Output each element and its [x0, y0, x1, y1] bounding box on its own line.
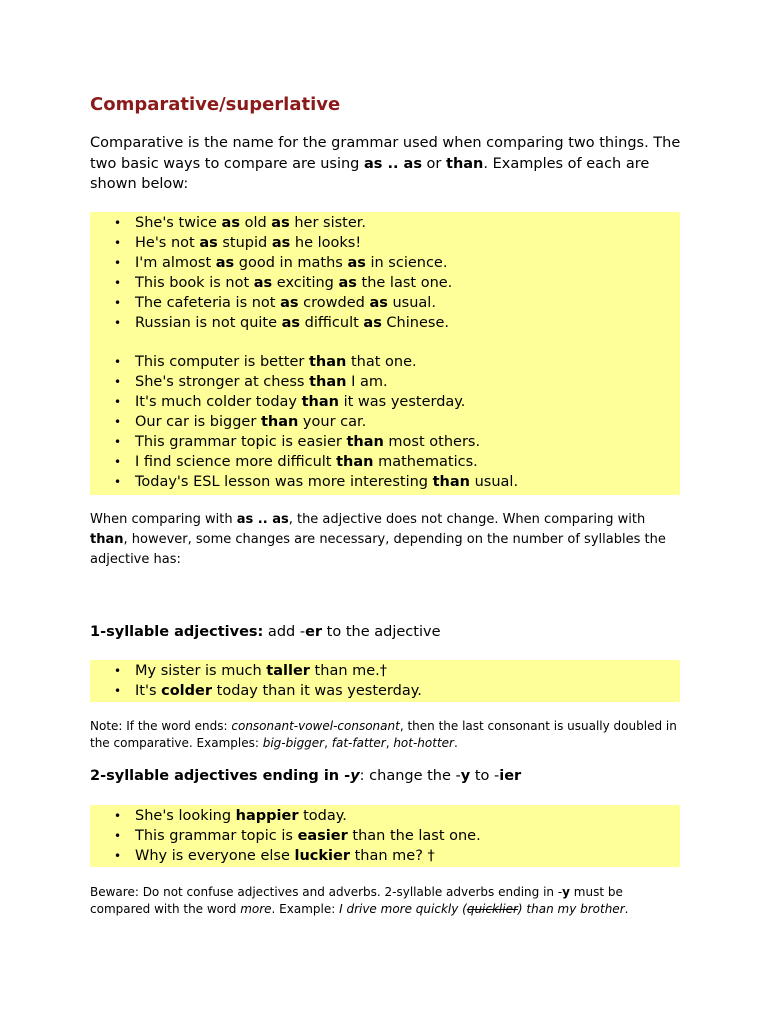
- list-item: • I find science more difficult than mathematics.: [90, 452, 680, 472]
- page-title: Comparative/superlative: [90, 94, 341, 115]
- bullet-icon: •: [114, 849, 122, 864]
- bullet-icon: •: [114, 829, 122, 844]
- list-item: • Today's ESL lesson was more interesting than usual.: [90, 472, 680, 492]
- two-syllable-examples-list: [90, 806, 680, 866]
- bullet-icon: •: [114, 809, 122, 823]
- examples-box-two-syllable: [90, 805, 680, 867]
- list-item: • It's much colder today than it was yesterday.: [90, 392, 680, 412]
- list-item: • She's looking happier today.: [90, 806, 680, 826]
- than-examples-list: [90, 352, 680, 493]
- struck-word: quicklier: [466, 902, 518, 916]
- intro-text: Comparative is the name for the grammar used when comparing two things. The two basic ways to compare are using: [90, 135, 681, 172]
- intro-text: or: [421, 155, 447, 172]
- as-examples-list: [90, 213, 680, 334]
- bullet-icon: •: [114, 664, 122, 678]
- bullet-icon: •: [114, 475, 122, 490]
- keyword-than: than: [446, 155, 484, 172]
- explain-paragraph: When comparing with as .. as, the adjective does not change. When comparing with than, however, some changes are necessary, depending on the number of syllables the adjective has:: [90, 512, 666, 567]
- bullet-icon: •: [114, 296, 122, 311]
- list-item: • My sister is much taller than me.†: [90, 661, 680, 681]
- bullet-icon: •: [114, 374, 122, 389]
- bullet-icon: •: [114, 236, 122, 251]
- list-item: • He's not as stupid as he looks!: [90, 233, 680, 253]
- list-item: • I'm almost as good in maths as in science.: [90, 253, 680, 273]
- list-item: • This computer is better than that one.: [90, 352, 680, 372]
- list-item: • This book is not as exciting as the last one.: [90, 273, 680, 293]
- heading-one-syllable: 1-syllable adjectives: add -er to the adjective: [90, 624, 441, 640]
- bullet-icon: •: [114, 256, 122, 271]
- examples-box-one-syllable: [90, 660, 680, 702]
- list-item: • Why is everyone else luckier than me? †: [90, 846, 680, 866]
- list-item: • Our car is bigger than your car.: [90, 412, 680, 432]
- bullet-icon: •: [114, 276, 122, 291]
- note-paragraph: Note: If the word ends: consonant-vowel-consonant, then the last consonant is usually doubled in the comparative. Examples: big-bigger, fat-fatter, hot-hotter.: [90, 719, 677, 750]
- list-item: • The cafeteria is not as crowded as usual.: [90, 293, 680, 313]
- one-syllable-examples-list: [90, 661, 680, 701]
- heading-two-syllable: 2-syllable adjectives ending in -y: change the -y to -ier: [90, 768, 522, 784]
- list-item: • This grammar topic is easier than most others.: [90, 432, 680, 452]
- list-item: • She's twice as old as her sister.: [90, 213, 680, 233]
- bullet-icon: •: [114, 414, 122, 429]
- list-gap: [90, 334, 680, 352]
- list-item: • This grammar topic is easier than the last one.: [90, 826, 680, 846]
- list-item: • Russian is not quite as difficult as Chinese.: [90, 313, 680, 333]
- intro-text: . Examples of each are shown below:: [90, 155, 650, 192]
- keyword-as-as: as .. as: [364, 155, 422, 172]
- bullet-icon: •: [114, 394, 122, 409]
- beware-paragraph: Beware: Do not confuse adjectives and adverbs. 2-syllable adverbs ending in -y must be compared with the word more. Example: I drive more quickly (quicklier) than my brother.: [90, 885, 629, 916]
- bullet-icon: •: [114, 316, 122, 331]
- intro-paragraph: [90, 133, 690, 195]
- examples-box-as-than: [90, 212, 680, 495]
- list-item: • It's colder today than it was yesterday.: [90, 681, 680, 701]
- list-item: • She's stronger at chess than I am.: [90, 372, 680, 392]
- bullet-icon: •: [114, 684, 122, 699]
- bullet-icon: •: [114, 455, 122, 470]
- bullet-icon: •: [114, 216, 122, 230]
- bullet-icon: •: [114, 354, 122, 369]
- bullet-icon: •: [114, 434, 122, 449]
